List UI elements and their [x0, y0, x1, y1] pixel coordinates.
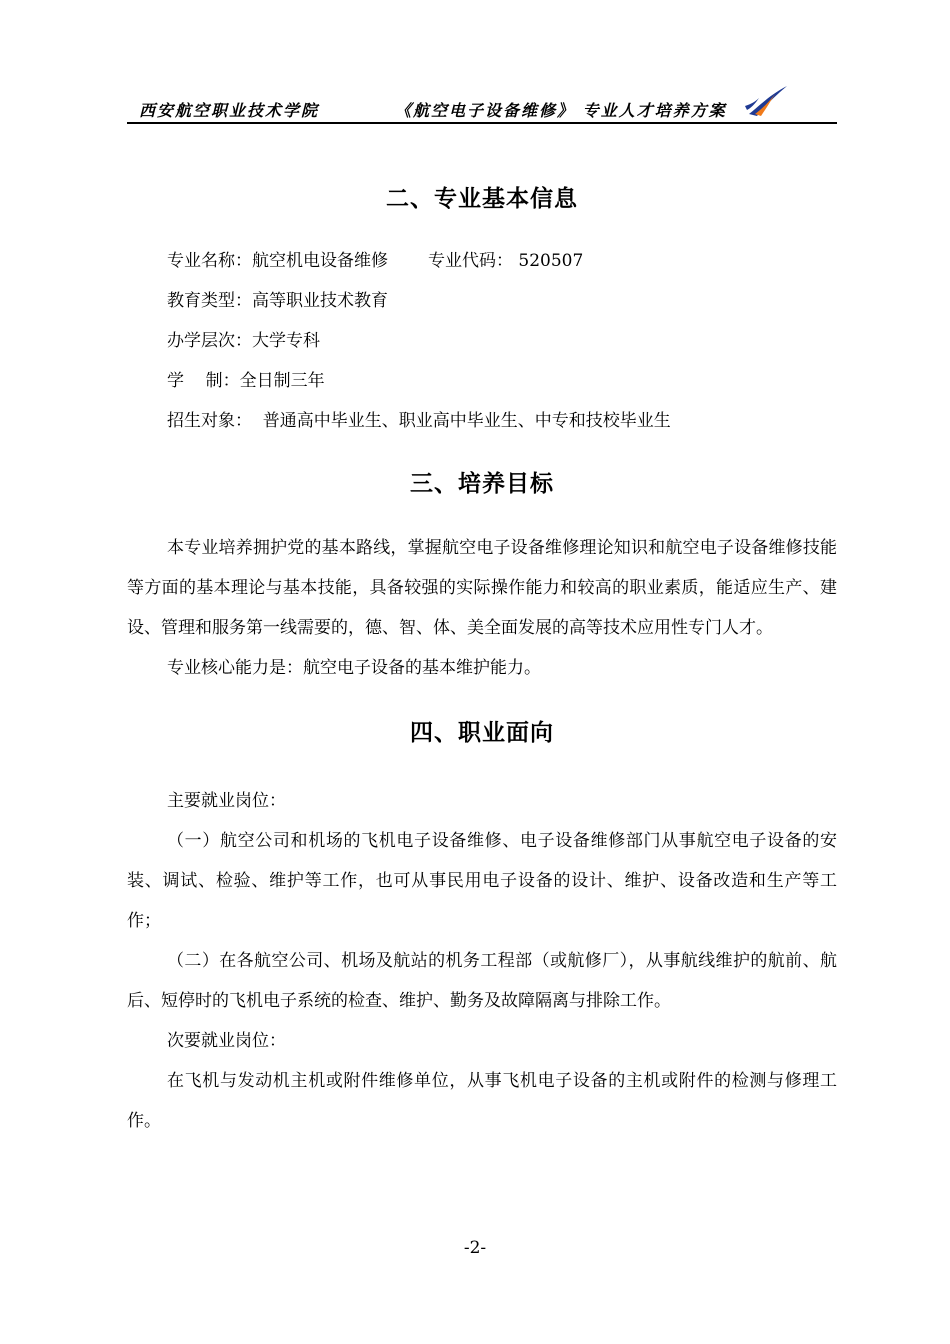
header-program-title: 《航空电子设备维修》 专业人才培养方案 — [395, 101, 727, 120]
info-row-major — [127, 241, 837, 281]
secondary-job-text: 在飞机与发动机主机或附件维修单位，从事飞机电子设备的主机或附件的检测与修理工作。 — [127, 1071, 837, 1131]
core-ability-paragraph: 专业核心能力是：航空电子设备的基本维护能力。 — [167, 658, 541, 678]
page-number: -2- — [463, 1238, 487, 1258]
major-code: 专业代码： 520507 — [428, 251, 584, 271]
info-row-duration — [127, 361, 837, 401]
page-header — [127, 84, 837, 124]
header-school-name: 西安航空职业技术学院 — [139, 101, 320, 120]
major-name: 专业名称：航空机电设备维修 — [167, 251, 388, 271]
objectives-paragraph: 本专业培养拥护党的基本路线，掌握航空电子设备维修理论知识和航空电子设备维修技能等方面的基本理论与基本技能，具备较强的实际操作能力和较高的职业素质，能适应生产、建设、管理和服务第一线需要的，德、智、体、美全面发展的高等技术应用性专门人才。 — [127, 538, 837, 638]
secondary-jobs-label: 次要就业岗位： — [167, 1031, 286, 1051]
info-row-level: 办学层次：大学专科 — [167, 331, 320, 351]
section-title-basic-info: 二、专业基本信息 — [386, 186, 578, 212]
section-title-careers: 四、职业面向 — [410, 720, 554, 746]
duration-text: 学 制：全日制三年 — [167, 371, 325, 391]
main-job-item-1: （一）航空公司和机场的飞机电子设备维修、电子设备维修部门从事航空电子设备的安装、调试、检验、维护等工作，也可从事民用电子设备的设计、维护、设备改造和生产等工作； — [127, 831, 837, 931]
main-job-item-2: （二）在各航空公司、机场及航站的机务工程部（或航修厂），从事航线维护的航前、航后、短停时的飞机电子系统的检查、维护、勤务及故障隔离与排除工作。 — [127, 951, 837, 1011]
main-jobs-label: 主要就业岗位： — [167, 791, 286, 811]
document-body — [127, 180, 837, 1141]
info-row-enrollment: 招生对象： 普通高中毕业生、职业高中毕业生、中专和技校毕业生 — [167, 411, 671, 431]
college-logo-icon — [745, 84, 789, 118]
section-title-objectives: 三、培养目标 — [410, 471, 554, 497]
info-row-edu-type: 教育类型：高等职业技术教育 — [167, 291, 388, 311]
